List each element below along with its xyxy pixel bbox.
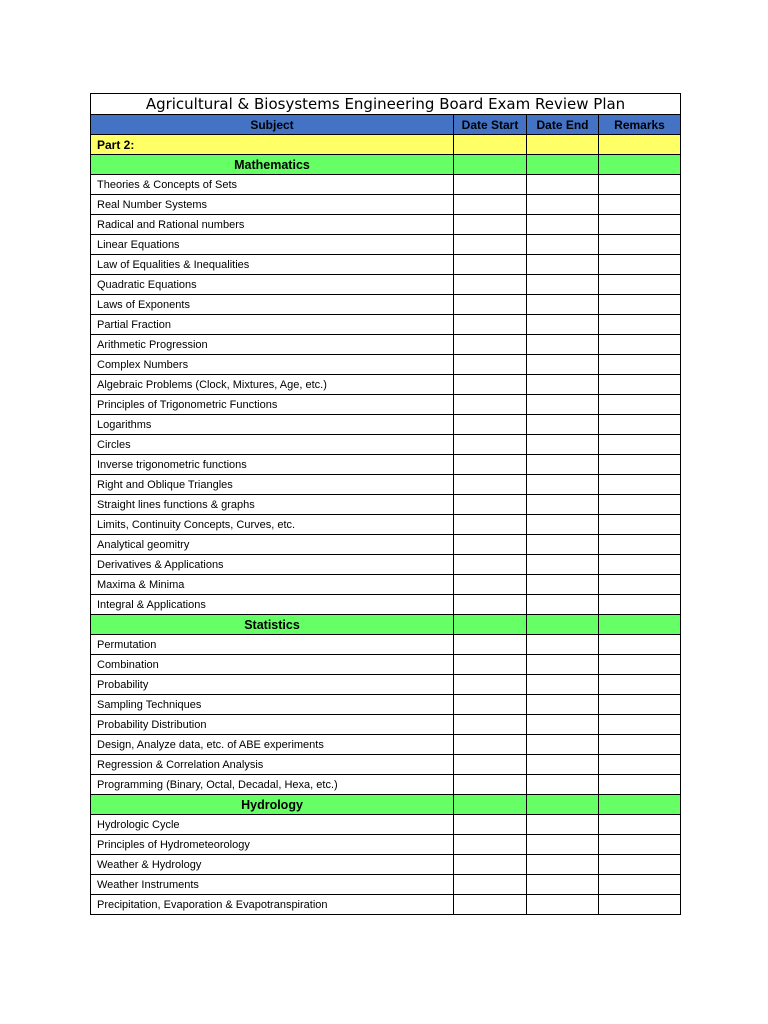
column-header-remarks: Remarks (599, 115, 681, 135)
date-start-cell (454, 515, 527, 535)
date-start-cell (454, 615, 527, 635)
date-start-cell (454, 875, 527, 895)
date-end-cell (527, 775, 599, 795)
table-row (91, 495, 681, 515)
date-end-cell (527, 175, 599, 195)
date-start-cell (454, 675, 527, 695)
table-row (91, 735, 681, 755)
subject-cell: Analytical geomitry (91, 535, 454, 555)
date-end-cell (527, 675, 599, 695)
date-end-cell (527, 755, 599, 775)
table-row (91, 895, 681, 915)
date-end-cell (527, 555, 599, 575)
review-plan-table (90, 93, 681, 915)
table-row (91, 475, 681, 495)
table-row (91, 455, 681, 475)
date-start-cell (454, 895, 527, 915)
date-start-cell (454, 755, 527, 775)
subject-cell: Right and Oblique Triangles (91, 475, 454, 495)
title-row (91, 94, 681, 115)
remarks-cell (599, 135, 681, 155)
table-row (91, 535, 681, 555)
table-row (91, 275, 681, 295)
table-row (91, 215, 681, 235)
table-row (91, 515, 681, 535)
table-row (91, 595, 681, 615)
date-start-cell (454, 135, 527, 155)
subject-cell: Maxima & Minima (91, 575, 454, 595)
table-row (91, 375, 681, 395)
subject-cell: Inverse trigonometric functions (91, 455, 454, 475)
date-start-cell (454, 455, 527, 475)
date-end-cell (527, 395, 599, 415)
header-row (91, 115, 681, 135)
date-end-cell (527, 875, 599, 895)
date-end-cell (527, 155, 599, 175)
subject-cell: Design, Analyze data, etc. of ABE experiments (91, 735, 454, 755)
date-start-cell (454, 335, 527, 355)
remarks-cell (599, 575, 681, 595)
table-row (91, 435, 681, 455)
date-end-cell (527, 215, 599, 235)
remarks-cell (599, 715, 681, 735)
remarks-cell (599, 835, 681, 855)
remarks-cell (599, 535, 681, 555)
subject-cell: Circles (91, 435, 454, 455)
subject-cell: Theories & Concepts of Sets (91, 175, 454, 195)
date-start-cell (454, 855, 527, 875)
subject-cell: Partial Fraction (91, 315, 454, 335)
subject-cell: Weather & Hydrology (91, 855, 454, 875)
date-end-cell (527, 475, 599, 495)
column-header-date-end: Date End (527, 115, 599, 135)
date-end-cell (527, 195, 599, 215)
page-title: Agricultural & Biosystems Engineering Board Exam Review Plan (91, 94, 681, 115)
subject-cell: Principles of Hydrometeorology (91, 835, 454, 855)
table-row (91, 355, 681, 375)
date-start-cell (454, 815, 527, 835)
section-row (91, 795, 681, 815)
remarks-cell (599, 675, 681, 695)
date-end-cell (527, 235, 599, 255)
remarks-cell (599, 235, 681, 255)
date-end-cell (527, 695, 599, 715)
date-start-cell (454, 555, 527, 575)
table-row (91, 315, 681, 335)
table-row (91, 875, 681, 895)
date-start-cell (454, 655, 527, 675)
table-row (91, 195, 681, 215)
table-row (91, 635, 681, 655)
date-start-cell (454, 775, 527, 795)
table-row (91, 815, 681, 835)
date-end-cell (527, 595, 599, 615)
remarks-cell (599, 295, 681, 315)
subject-cell: Principles of Trigonometric Functions (91, 395, 454, 415)
table-row (91, 855, 681, 875)
date-end-cell (527, 275, 599, 295)
subject-cell: Law of Equalities & Inequalities (91, 255, 454, 275)
date-end-cell (527, 135, 599, 155)
table-row (91, 575, 681, 595)
date-start-cell (454, 695, 527, 715)
date-start-cell (454, 595, 527, 615)
remarks-cell (599, 455, 681, 475)
remarks-cell (599, 775, 681, 795)
date-start-cell (454, 155, 527, 175)
date-end-cell (527, 335, 599, 355)
date-end-cell (527, 855, 599, 875)
part-row (91, 135, 681, 155)
date-end-cell (527, 655, 599, 675)
subject-cell: Sampling Techniques (91, 695, 454, 715)
table-row (91, 255, 681, 275)
date-end-cell (527, 255, 599, 275)
date-start-cell (454, 735, 527, 755)
date-start-cell (454, 535, 527, 555)
remarks-cell (599, 735, 681, 755)
date-end-cell (527, 835, 599, 855)
date-start-cell (454, 435, 527, 455)
date-start-cell (454, 635, 527, 655)
date-end-cell (527, 735, 599, 755)
date-start-cell (454, 355, 527, 375)
remarks-cell (599, 615, 681, 635)
subject-cell: Permutation (91, 635, 454, 655)
date-start-cell (454, 215, 527, 235)
date-end-cell (527, 575, 599, 595)
table-row (91, 775, 681, 795)
section-title: Hydrology (91, 795, 454, 815)
table-row (91, 295, 681, 315)
date-start-cell (454, 575, 527, 595)
remarks-cell (599, 595, 681, 615)
date-end-cell (527, 635, 599, 655)
table-row (91, 695, 681, 715)
remarks-cell (599, 855, 681, 875)
date-start-cell (454, 235, 527, 255)
subject-cell: Real Number Systems (91, 195, 454, 215)
date-start-cell (454, 295, 527, 315)
part-label: Part 2: (91, 135, 454, 155)
remarks-cell (599, 395, 681, 415)
table-row (91, 755, 681, 775)
subject-cell: Integral & Applications (91, 595, 454, 615)
date-start-cell (454, 395, 527, 415)
remarks-cell (599, 315, 681, 335)
remarks-cell (599, 375, 681, 395)
section-row (91, 155, 681, 175)
date-start-cell (454, 795, 527, 815)
date-start-cell (454, 475, 527, 495)
date-end-cell (527, 515, 599, 535)
date-end-cell (527, 435, 599, 455)
remarks-cell (599, 495, 681, 515)
subject-cell: Limits, Continuity Concepts, Curves, etc. (91, 515, 454, 535)
subject-cell: Derivatives & Applications (91, 555, 454, 575)
date-start-cell (454, 195, 527, 215)
subject-cell: Probability (91, 675, 454, 695)
remarks-cell (599, 215, 681, 235)
remarks-cell (599, 755, 681, 775)
remarks-cell (599, 435, 681, 455)
subject-cell: Quadratic Equations (91, 275, 454, 295)
date-start-cell (454, 495, 527, 515)
remarks-cell (599, 275, 681, 295)
table-row (91, 715, 681, 735)
remarks-cell (599, 695, 681, 715)
subject-cell: Laws of Exponents (91, 295, 454, 315)
subject-cell: Arithmetic Progression (91, 335, 454, 355)
table-row (91, 555, 681, 575)
table-row (91, 415, 681, 435)
date-end-cell (527, 715, 599, 735)
date-end-cell (527, 815, 599, 835)
subject-cell: Combination (91, 655, 454, 675)
date-start-cell (454, 415, 527, 435)
remarks-cell (599, 175, 681, 195)
remarks-cell (599, 195, 681, 215)
date-start-cell (454, 835, 527, 855)
table-row (91, 175, 681, 195)
subject-cell: Straight lines functions & graphs (91, 495, 454, 515)
remarks-cell (599, 655, 681, 675)
date-end-cell (527, 315, 599, 335)
table-row (91, 835, 681, 855)
date-end-cell (527, 375, 599, 395)
remarks-cell (599, 875, 681, 895)
date-end-cell (527, 355, 599, 375)
subject-cell: Weather Instruments (91, 875, 454, 895)
remarks-cell (599, 255, 681, 275)
remarks-cell (599, 415, 681, 435)
remarks-cell (599, 895, 681, 915)
date-start-cell (454, 275, 527, 295)
subject-cell: Radical and Rational numbers (91, 215, 454, 235)
remarks-cell (599, 555, 681, 575)
review-plan-body (91, 94, 681, 915)
date-end-cell (527, 495, 599, 515)
subject-cell: Linear Equations (91, 235, 454, 255)
remarks-cell (599, 635, 681, 655)
date-end-cell (527, 895, 599, 915)
date-start-cell (454, 315, 527, 335)
table-row (91, 335, 681, 355)
remarks-cell (599, 475, 681, 495)
remarks-cell (599, 355, 681, 375)
remarks-cell (599, 795, 681, 815)
date-end-cell (527, 535, 599, 555)
section-row (91, 615, 681, 635)
date-end-cell (527, 615, 599, 635)
subject-cell: Regression & Correlation Analysis (91, 755, 454, 775)
date-start-cell (454, 715, 527, 735)
table-row (91, 675, 681, 695)
remarks-cell (599, 515, 681, 535)
remarks-cell (599, 815, 681, 835)
table-row (91, 655, 681, 675)
subject-cell: Probability Distribution (91, 715, 454, 735)
subject-cell: Logarithms (91, 415, 454, 435)
subject-cell: Complex Numbers (91, 355, 454, 375)
date-end-cell (527, 295, 599, 315)
subject-cell: Programming (Binary, Octal, Decadal, Hexa, etc.) (91, 775, 454, 795)
section-title: Mathematics (91, 155, 454, 175)
date-end-cell (527, 415, 599, 435)
section-title: Statistics (91, 615, 454, 635)
remarks-cell (599, 155, 681, 175)
remarks-cell (599, 335, 681, 355)
date-end-cell (527, 455, 599, 475)
date-start-cell (454, 175, 527, 195)
subject-cell: Precipitation, Evaporation & Evapotranspiration (91, 895, 454, 915)
date-start-cell (454, 255, 527, 275)
column-header-subject: Subject (91, 115, 454, 135)
date-end-cell (527, 795, 599, 815)
table-row (91, 395, 681, 415)
table-row (91, 235, 681, 255)
subject-cell: Algebraic Problems (Clock, Mixtures, Age, etc.) (91, 375, 454, 395)
date-start-cell (454, 375, 527, 395)
column-header-date-start: Date Start (454, 115, 527, 135)
subject-cell: Hydrologic Cycle (91, 815, 454, 835)
